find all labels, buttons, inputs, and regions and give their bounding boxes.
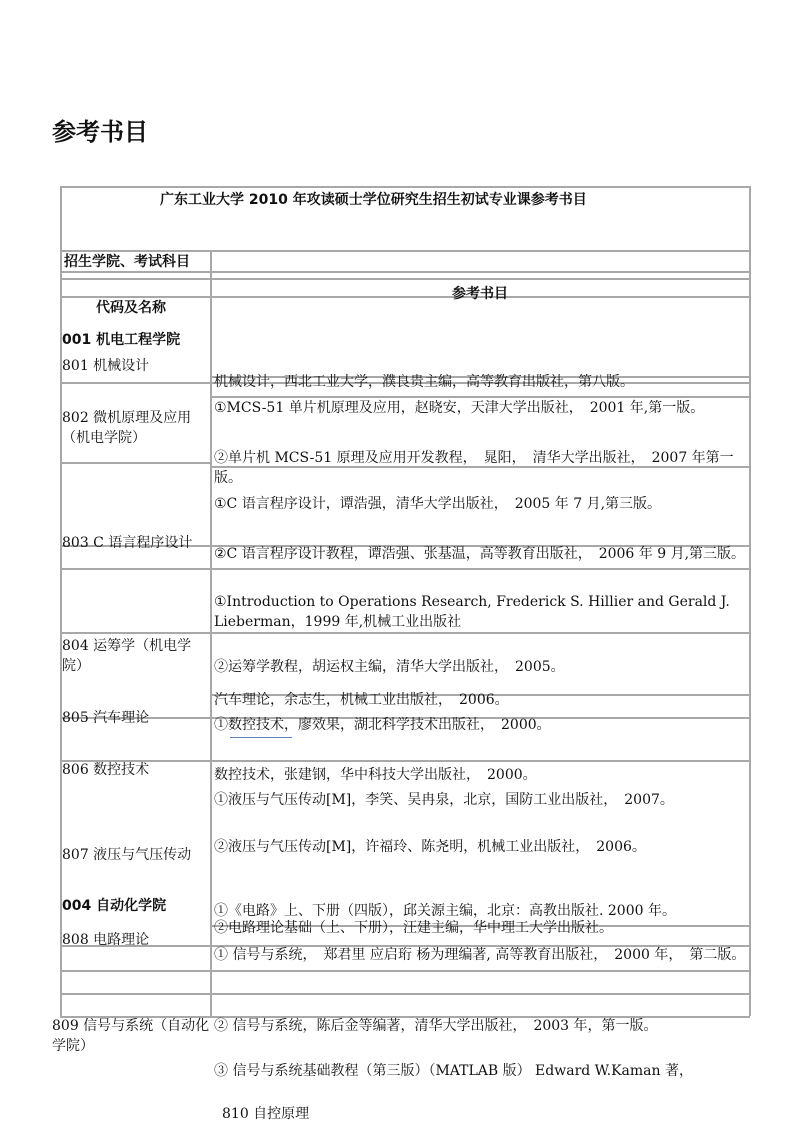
subject-name: 810 自控原理 [222,1106,310,1122]
book-entry: ①《电路》上、下册（四版），邱关源主编，北京：高教出版社. 2000 年。 [214,903,676,919]
book-entry: 汽车理论，余志生，机械工业出版社， 2006。 [214,692,509,708]
underline-mark [230,737,292,738]
page-heading: 参考书目 [52,118,148,146]
subject-name: 802 微机原理及应用（机电学院） [62,410,192,446]
book-entry: ①数控技术，廖效果，湖北科学技术出版社， 2000。 [214,717,551,733]
subject-name: 808 电路理论 [62,932,150,948]
book-entry: ③ 信号与系统基础教程（第三版）（MATLAB 版） Edward W.Kaman 著， [214,1063,693,1079]
table-header-left: 招生学院、考试科目 [64,254,190,270]
book-entry: 数控技术，张建钢，华中科技大学出版社， 2000。 [214,767,537,783]
subject-name: 801 机械设计 [62,358,150,374]
subject-name: 803 C 语言程序设计 [62,535,193,551]
book-entry: ①MCS-51 单片机原理及应用，赵晓安，天津大学出版社， 2001 年,第一版。 [214,400,705,416]
subject-name: 806 数控技术 [62,762,150,778]
book-entry: ①C 语言程序设计，谭浩强，清华大学出版社， 2005 年 7 月,第三版。 [214,496,662,512]
college-name: 001 机电工程学院 [62,332,181,348]
book-entry: ②单片机 MCS-51 原理及应用开发教程， 晁阳， 清华大学出版社， 2007 年第一版。 [214,450,734,486]
table-title: 广东工业大学 2010 年攻读硕士学位研究生招生初试专业课参考书目 [160,192,587,208]
college-name: 004 自动化学院 [62,898,167,914]
subject-name: 807 液压与气压传动 [62,847,192,863]
book-entry: ① 信号与系统， 郑君里 应启珩 杨为理编著, 高等教育出版社， 2000 年， 第二版。 [214,947,746,963]
book-entry: 机械设计，西北工业大学，濮良贵主编，高等教育出版社，第八版。 [214,374,634,390]
book-entry: ②液压与气压传动[M]，许福玲、陈尧明，机械工业出版社， 2006。 [214,839,646,855]
book-entry: ② 信号与系统，陈后金等编著，清华大学出版社， 2003 年，第一版。 [214,1018,658,1034]
book-entry: ②电路理论基础（上、下册），汪建主编，华中理工大学出版社。 [214,920,613,936]
subject-name: 809 信号与系统（自动化学院） [52,1018,210,1054]
book-entry: ②运筹学教程，胡运权主编，清华大学出版社， 2005。 [214,659,565,675]
subject-name: 804 运筹学（机电学院） [62,638,192,674]
book-entry: ①液压与气压传动[M]，李笑、吴冉泉，北京，国防工业出版社， 2007。 [214,792,674,808]
table-header-right: 参考书目 [452,286,508,302]
book-entry: ①Introduction to Operations Research, Frederick S. Hillier and Gerald J. Lieberman，1999 年,机械工业出版社 [214,594,730,630]
table-header-sub: 代码及名称 [96,300,166,316]
book-entry: ②C 语言程序设计教程，谭浩强、张基温，高等教育出版社， 2006 年 9 月,第三版。 [214,546,746,562]
subject-name: 805 汽车理论 [62,710,150,726]
